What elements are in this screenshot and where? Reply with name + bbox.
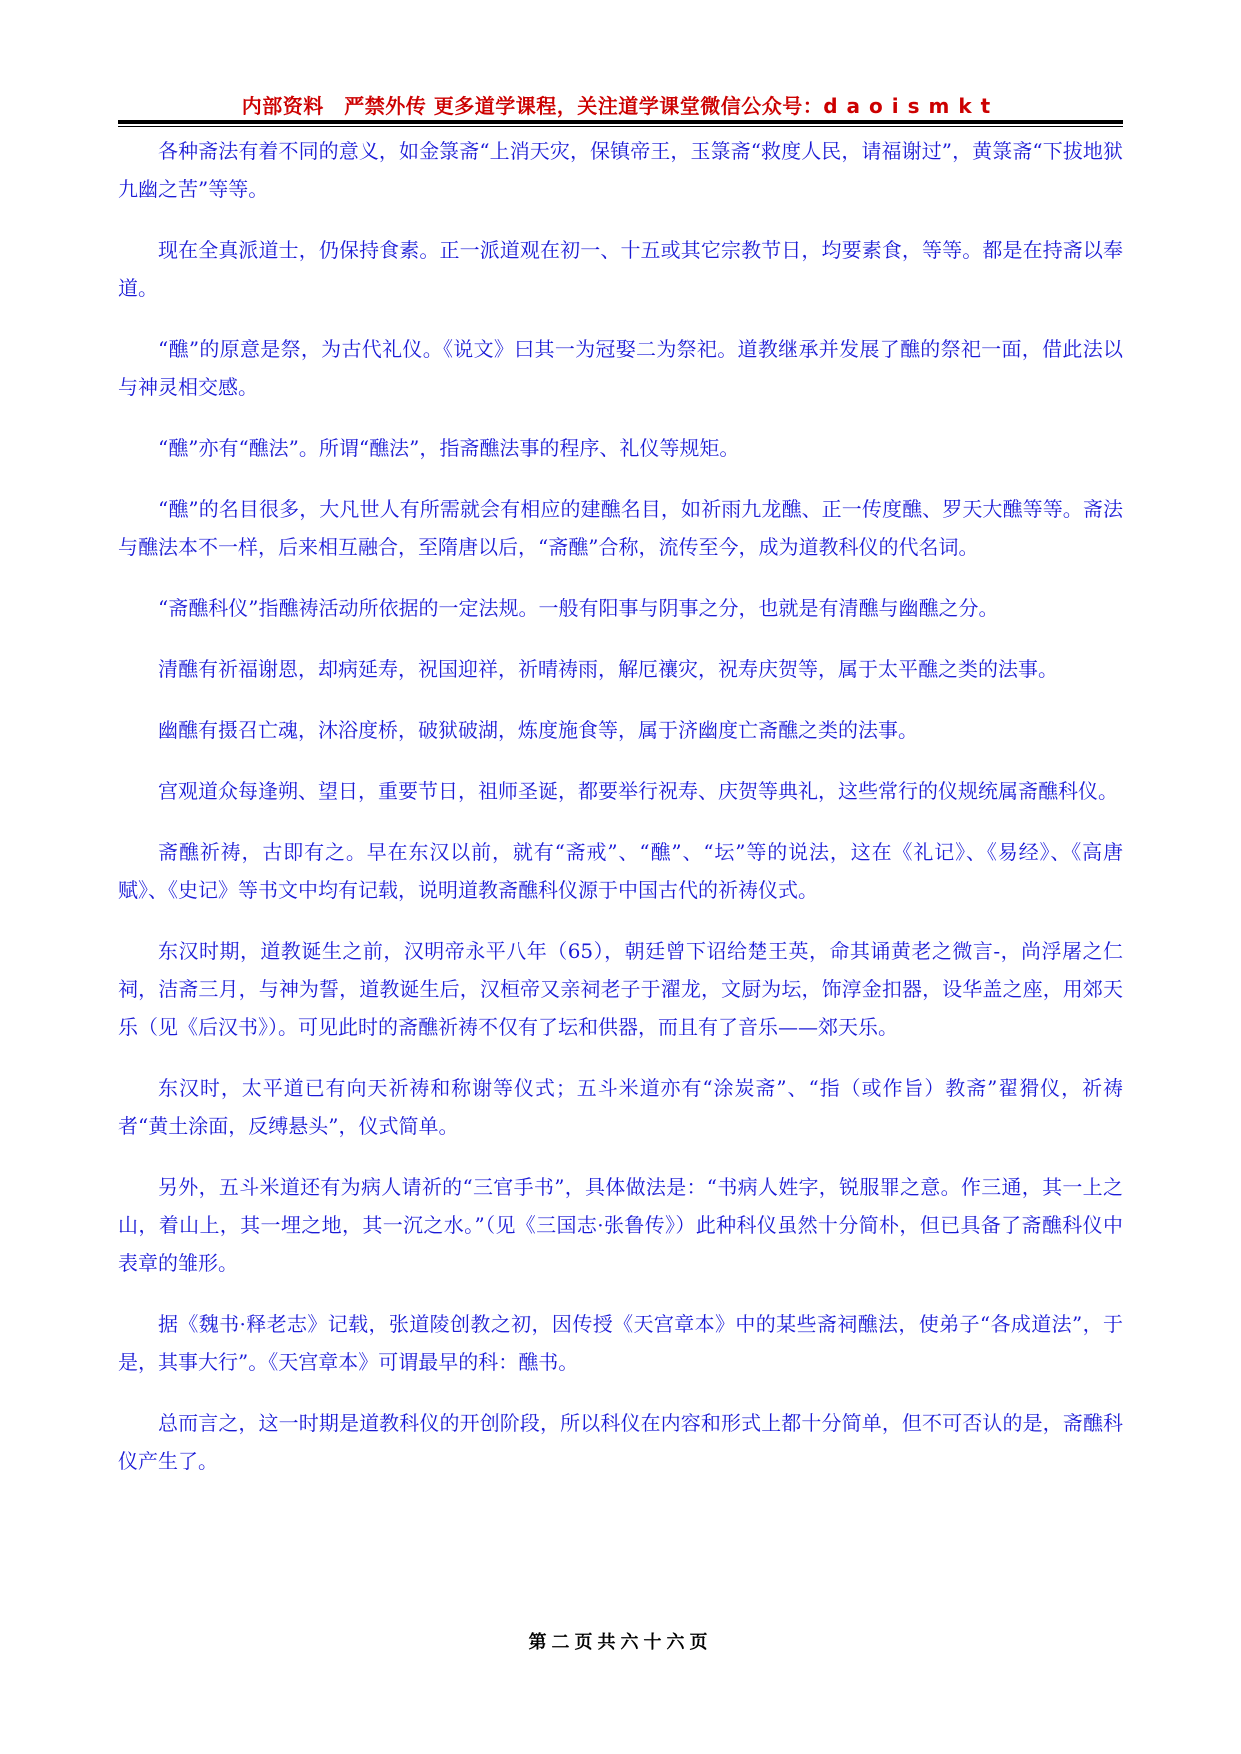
paragraph: 东汉时，太平道已有向天祈祷和称谢等仪式；五斗米道亦有“涂炭斋”、“指（或作旨）教斋”翟猾仪，祈祷者“黄土涂面，反缚悬头”，仪式简单。 (118, 1076, 1123, 1138)
body-text (118, 132, 1123, 1503)
page-header (118, 90, 1123, 119)
paragraph: 清醮有祈福谢恩，却病延寿，祝国迎祥，祈晴祷雨，解厄禳灾，祝寿庆贺等，属于太平醮之类的法事。 (158, 657, 1058, 681)
header-wechat-id: daoismkt (823, 94, 1000, 118)
page-number-footer: 第二页共六十六页 (528, 1632, 713, 1653)
paragraph: 据《魏书·释老志》记载，张道陵创教之初，因传授《天宫章本》中的某些斋祠醮法，使弟子“各成道法”，于是，其事大行”。《天宫章本》可谓最早的科：醮书。 (118, 1312, 1123, 1374)
paragraph: “醮”的名目很多，大凡世人有所需就会有相应的建醮名目，如祈雨九龙醮、正一传度醮、罗天大醮等等。斋法与醮法本不一样，后来相互融合，至隋唐以后，“斋醮”合称，流传至今，成为道教科仪的代名词。 (118, 497, 1123, 559)
paragraph: 宫观道众每逢朔、望日，重要节日，祖师圣诞，都要举行祝寿、庆贺等典礼，这些常行的仪规统属斋醮科仪。 (158, 779, 1118, 803)
paragraph: “醮”的原意是祭，为古代礼仪。《说文》曰其一为冠娶二为祭祀。道教继承并发展了醮的祭祀一面，借此法以与神灵相交感。 (118, 337, 1123, 399)
paragraph: 东汉时期，道教诞生之前，汉明帝永平八年（65），朝廷曾下诏给楚王英，命其诵黄老之微言-，尚浮屠之仁祠，洁斋三月，与神为誓，道教诞生后，汉桓帝又亲祠老子于濯龙，文厨为坛，饰淳金扣器，设华盖之座，用郊天乐（见《后汉书》）。可见此时的斋醮祈祷不仅有了坛和供器，而且有了音乐——郊天乐。 (118, 939, 1123, 1039)
paragraph: “醮”亦有“醮法”。所谓“醮法”，指斋醮法事的程序、礼仪等规矩。 (158, 436, 740, 460)
paragraph: 另外，五斗米道还有为病人请祈的“三官手书”，具体做法是：“书病人姓字，锐服罪之意。作三通，其一上之山，着山上，其一埋之地，其一沉之水。”（见《三国志·张鲁传》）此种科仪虽然十分简朴，但已具备了斋醮科仪中表章的雏形。 (118, 1175, 1123, 1275)
paragraph: 现在全真派道士，仍保持食素。正一派道观在初一、十五或其它宗教节日，均要素食，等等。都是在持斋以奉道。 (118, 238, 1123, 300)
header-rule-thick (118, 120, 1123, 124)
paragraph: “斋醮科仪”指醮祷活动所依据的一定法规。一般有阳事与阴事之分，也就是有清醮与幽醮之分。 (158, 596, 999, 620)
header-notice: 内部资料 严禁外传 更多道学课程，关注道学课堂微信公众号： (241, 94, 824, 118)
paragraph: 斋醮祈祷，古即有之。早在东汉以前，就有“斋戒”、“醮”、“坛”等的说法，这在《礼记》、《易经》、《高唐赋》、《史记》等书文中均有记载，说明道教斋醮科仪源于中国古代的祈祷仪式。 (118, 840, 1123, 902)
paragraph: 总而言之，这一时期是道教科仪的开创阶段，所以科仪在内容和形式上都十分简单，但不可否认的是，斋醮科仪产生了。 (118, 1411, 1123, 1473)
paragraph: 幽醮有摄召亡魂，沐浴度桥，破狱破湖，炼度施食等，属于济幽度亡斋醮之类的法事。 (158, 718, 918, 742)
paragraph: 各种斋法有着不同的意义，如金箓斋“上消天灾，保镇帝王，玉箓斋“救度人民，请福谢过”，黄箓斋“下拔地狱九幽之苦”等等。 (118, 139, 1123, 201)
header-rule-thin (118, 126, 1123, 127)
